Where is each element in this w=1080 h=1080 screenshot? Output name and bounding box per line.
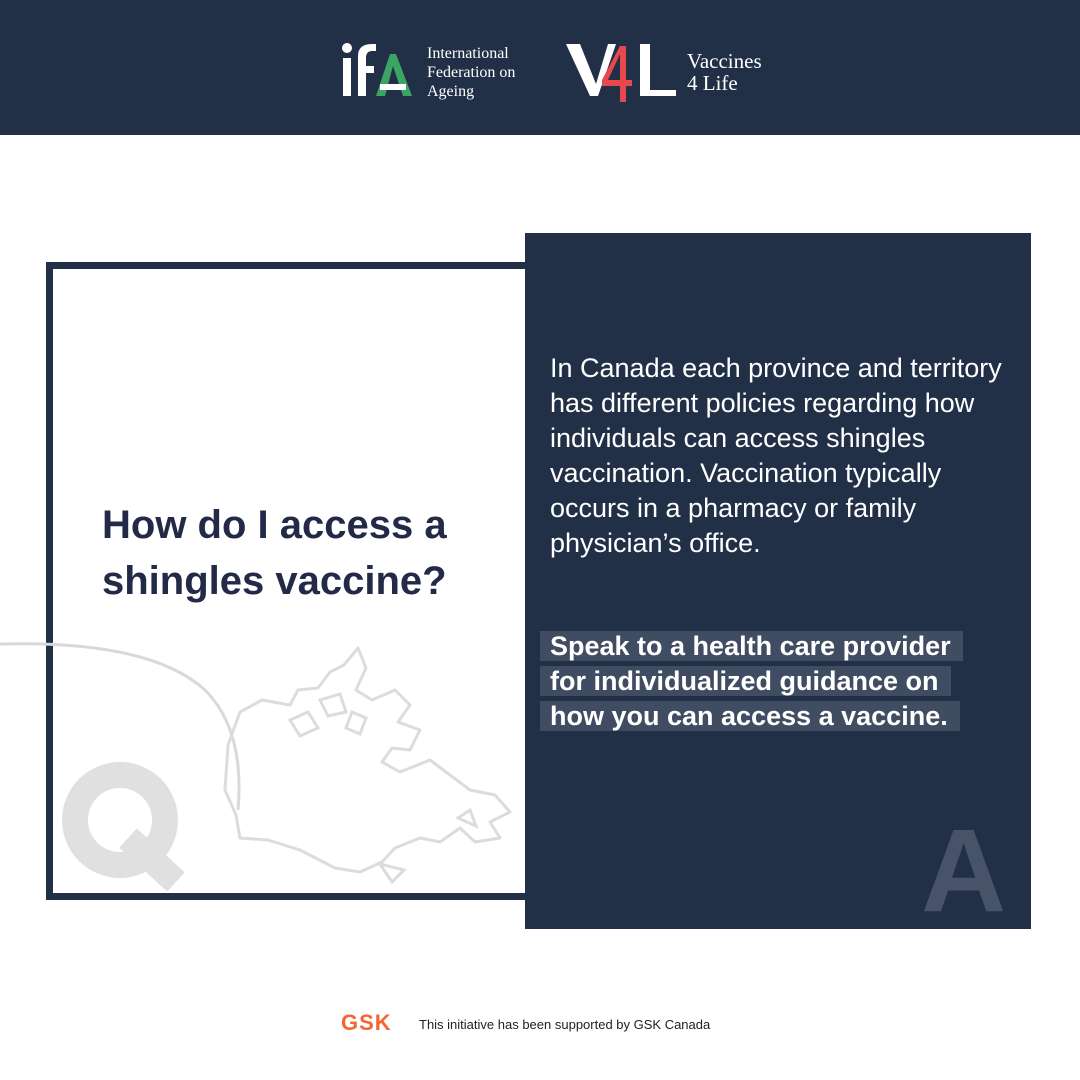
question-title: How do I access a shingles vaccine? xyxy=(102,503,447,603)
answer-letter: A xyxy=(921,805,1007,937)
ifa-name-line: Ageing xyxy=(427,83,475,100)
highlight-line xyxy=(540,664,1015,699)
ifa-name xyxy=(427,44,515,101)
v4l-name-line: Vaccines xyxy=(687,49,762,73)
answer-body-text: In Canada each province and territory has different policies regarding how individuals can access shingles vaccination. Vaccination typically occurs in a pharmacy or family physician’s office. xyxy=(550,353,1002,558)
v4l-logo-icon xyxy=(562,36,682,106)
ifa-logo-icon xyxy=(340,38,420,100)
canada-map-icon xyxy=(0,600,540,900)
highlight-line xyxy=(540,699,1015,734)
highlight-line-text: for individualized guidance on xyxy=(540,666,951,696)
ifa-name-line: Federation on xyxy=(427,64,516,81)
sponsor-note: This initiative has been supported by GSK Canada xyxy=(419,1017,711,1032)
question-letter-icon xyxy=(75,775,176,882)
v4l-name-line: 4 Life xyxy=(687,71,738,95)
highlight-line xyxy=(540,629,1015,664)
highlight-line-text: how you can access a vaccine. xyxy=(540,701,960,731)
gsk-logo: GSK xyxy=(341,1010,392,1035)
v4l-name xyxy=(687,50,762,94)
ifa-name-line: International xyxy=(427,45,509,62)
highlight-line-text: Speak to a health care provider xyxy=(540,631,963,661)
answer-highlight xyxy=(540,629,1015,734)
header-banner xyxy=(0,0,1080,135)
